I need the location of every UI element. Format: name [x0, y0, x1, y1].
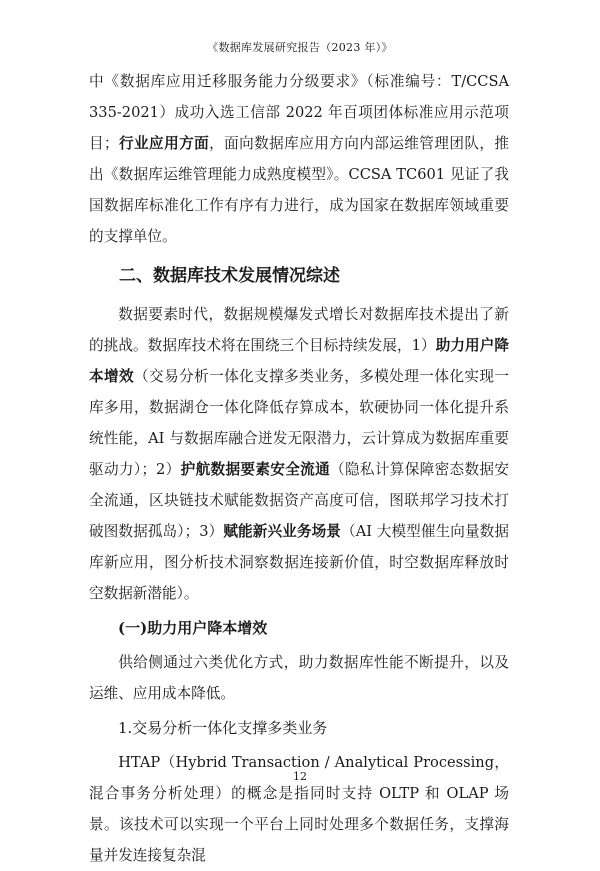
text-run: 数据要素时代，数据规模爆发式增长对数据库技术提出了新的挑战。数据库技术将在围绕三个目标持续发展，1） — [89, 306, 509, 354]
paragraph-supply-side: 供给侧通过六类优化方式，助力数据库性能不断提升，以及运维、应用成本降低。 — [89, 654, 509, 702]
paragraph-overview — [89, 299, 509, 609]
text-run: （AI 大模型催生向量数据库新应用，图分析技术洞察数据连接新价值，时空数据库释放时空数据新潜能）。 — [89, 523, 509, 602]
paragraph-standards — [89, 66, 509, 252]
bold-run: 赋能新兴业务场景 — [223, 523, 341, 540]
subsection-heading: (一)助力用户降本增效 — [118, 619, 268, 637]
bold-run: 行业应用方面 — [118, 135, 210, 152]
document-body — [89, 66, 509, 871]
page-number: 12 — [293, 770, 307, 783]
text-run: 中《数据库应用迁移服务能力分级要求》（标准编号：T/CCSA 335-2021）成功入选工信部 2022 年百项团体标准应用示范项目； — [89, 73, 509, 152]
bold-run: 助力用户降本增效 — [89, 337, 509, 385]
numbered-heading: 1.交易分析一体化支撑多类业务 — [118, 719, 328, 737]
text-run: （交易分析一体化支撑多类业务，多模处理一体化实现一库多用，数据湖仓一体化降低存算成本，软硬协同一体化提升系统性能，AI 与数据库融合迸发无限潜力，云计算成为数据库重要驱动力）；2） — [89, 368, 509, 478]
text-run: （隐私计算保障密态数据安全流通，区块链技术赋能数据资产高度可信，图联邦学习技术打破图数据孤岛）；3） — [89, 461, 509, 540]
bold-run: 护航数据要素安全流通 — [180, 461, 331, 478]
section-heading: 二、数据库技术发展情况综述 — [119, 266, 340, 286]
page-header: 《数据库发展研究报告（2023 年）》 — [207, 41, 393, 54]
text-run: ，面向数据库应用方向内部运维管理团队，推出《数据库运维管理能力成熟度模型》。CCSA TC601 见证了我国数据库标准化工作有序有力进行，成为国家在数据库领域重要的支撑单位。 — [89, 135, 509, 245]
paragraph-htap: HTAP（Hybrid Transaction / Analytical Processing，混合事务分析处理）的概念是指同时支持 OLTP 和 OLAP 场景。该技术可以实现一个平台上同时处理多个数据任务，支撑海量并发连接复杂混 — [89, 754, 509, 864]
